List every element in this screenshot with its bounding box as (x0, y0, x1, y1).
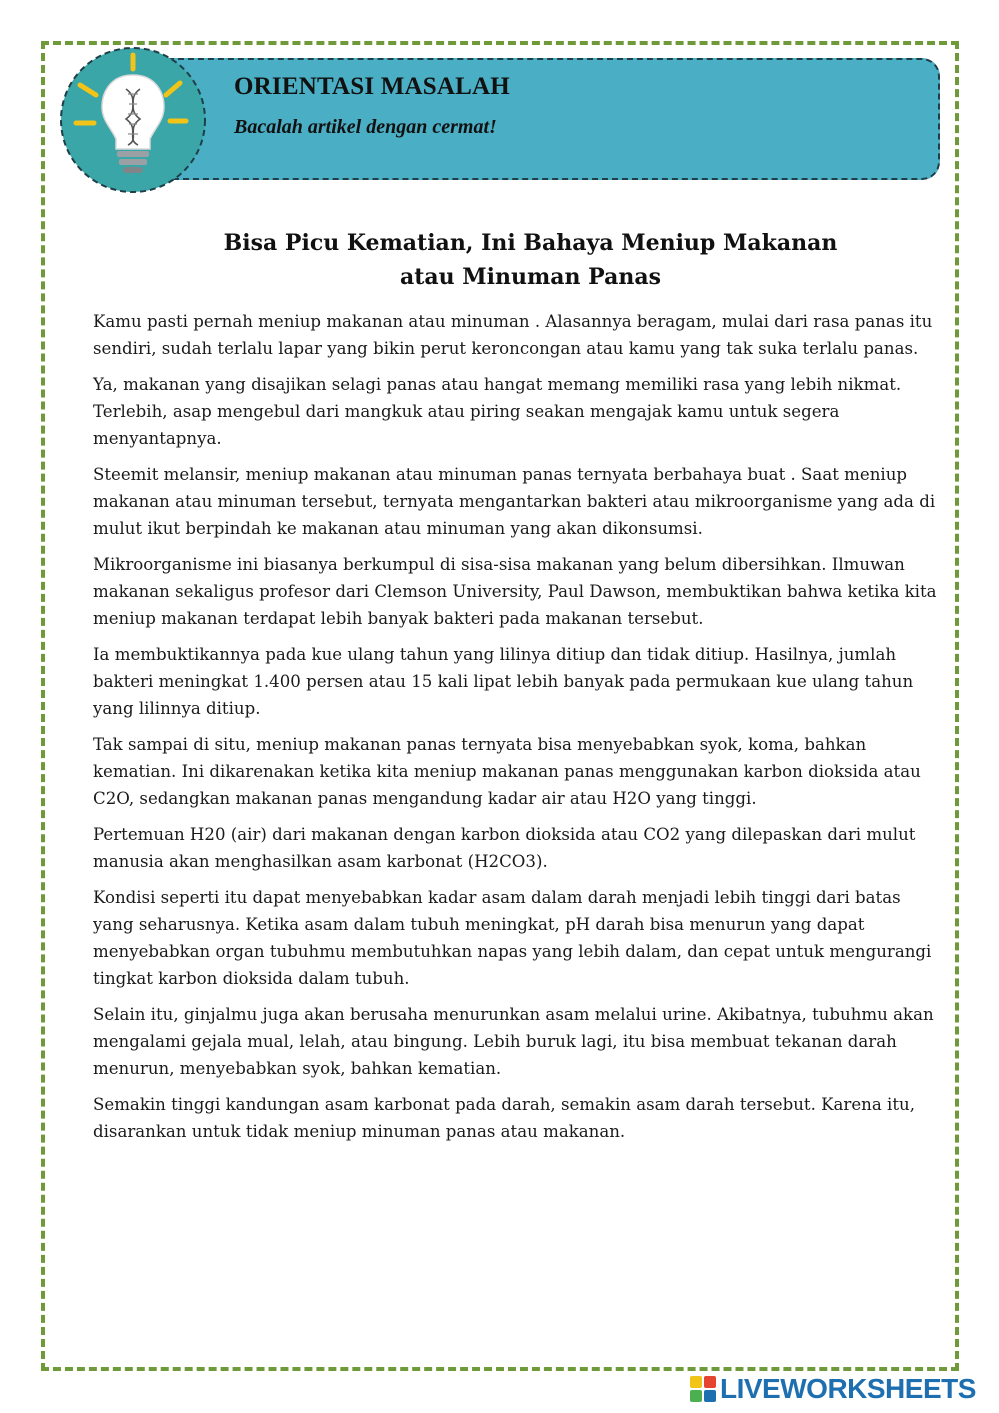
article-paragraph: Steemit melansir, meniup makanan atau minuman panas ternyata berbahaya buat . Saat meniup makanan atau minuman tersebut, ternyata mengantarkan bakteri atau mikroorganisme yang ada di mulut ikut berpindah ke makanan atau minuman yang akan dikonsumsi. (93, 465, 936, 538)
article-paragraph: Mikroorganisme ini biasanya berkumpul di sisa-sisa makanan yang belum dibersihkan. Ilmuwan makanan sekaligus profesor dari Clemson University, Paul Dawson, membuktikan bahwa ketika kita meniup makanan terdapat lebih banyak bakteri pada makanan tersebut. (93, 555, 937, 628)
article-paragraph: Selain itu, ginjalmu juga akan berusaha menurunkan asam melalui urine. Akibatnya, tubuhmu akan mengalami gejala mual, lelah, atau bingung. Lebih buruk lagi, itu bisa membuat tekanan darah menurun, menyebabkan syok, bahkan kematian. (93, 1005, 934, 1078)
article-paragraph: Pertemuan H20 (air) dari makanan dengan karbon dioksida atau CO2 yang dilepaskan dari mulut manusia akan menghasilkan asam karbonat (H2CO3). (93, 825, 916, 871)
article-paragraph: Semakin tinggi kandungan asam karbonat pada darah, semakin asam darah tersebut. Karena itu, disarankan untuk tidak meniup minuman panas atau makanan. (93, 1095, 915, 1141)
article-paragraph: Kondisi seperti itu dapat menyebabkan kadar asam dalam darah menjadi lebih tinggi dari batas yang seharusnya. Ketika asam dalam tubuh meningkat, pH darah bisa menurun yang dapat menyebabkan organ tubuhmu membutuhkan napas yang lebih dalam, dan cepat untuk mengurangi tingkat karbon dioksida dalam tubuh. (93, 888, 932, 988)
article-paragraph: Tak sampai di situ, meniup makanan panas ternyata bisa menyebabkan syok, koma, bahkan kematian. Ini dikarenakan ketika kita meniup makanan panas menggunakan karbon dioksida atau C2O, sedangkan makanan panas mengandung kadar air atau H2O yang tinggi. (93, 735, 921, 808)
section-title: ORIENTASI MASALAH (234, 73, 510, 100)
article-title-line-2: atau Minuman Panas (399, 264, 662, 290)
liveworksheets-logo-icon (690, 1376, 716, 1402)
section-instruction: Bacalah artikel dengan cermat! (234, 116, 497, 138)
article-title-line-1: Bisa Picu Kematian, Ini Bahaya Meniup Makanan (223, 230, 838, 256)
article-paragraph: Kamu pasti pernah meniup makanan atau minuman . Alasannya beragam, mulai dari rasa panas itu sendiri, sudah terlalu lapar yang bikin perut keroncongan atau kamu yang tak suka terlalu panas. (93, 312, 933, 358)
liveworksheets-brand: LIVEWORKSHEETS (720, 1373, 976, 1404)
article-paragraph: Ya, makanan yang disajikan selagi panas atau hangat memang memiliki rasa yang lebih nikmat. Terlebih, asap mengebul dari mangkuk atau piring seakan mengajak kamu untuk segera menyantapnya. (93, 375, 902, 448)
liveworksheets-logo[interactable] (690, 1374, 976, 1404)
article-title (93, 226, 968, 294)
article-paragraph: Ia membuktikannya pada kue ulang tahun yang lilinya ditiup dan tidak ditiup. Hasilnya, jumlah bakteri meningkat 1.400 persen atau 15 kali lipat lebih banyak pada permukaan kue ulang tahun yang lilinnya ditiup. (93, 645, 914, 718)
lightbulb-dna-icon (58, 45, 208, 195)
article-body (93, 308, 943, 1154)
